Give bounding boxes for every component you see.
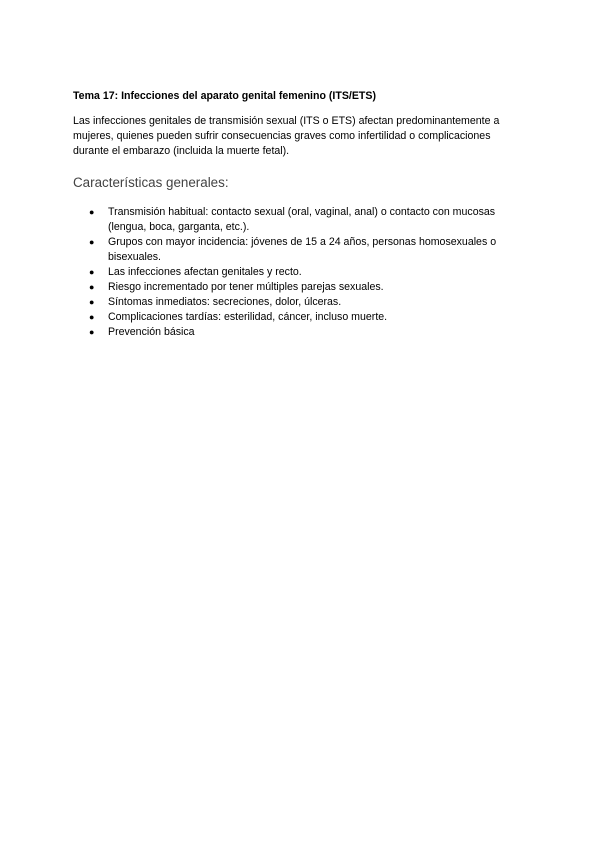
list-item-line: (lengua, boca, garganta, etc.). [108, 221, 250, 233]
intro-line: Las infecciones genitales de transmisión sexual (ITS o ETS) afectan predominantemente a [73, 115, 500, 127]
list-item-line: bisexuales. [108, 251, 161, 263]
bullet-icon: ● [89, 297, 95, 307]
list-item-line: Prevención básica [108, 326, 195, 338]
list-item [89, 325, 529, 340]
intro-line: mujeres, quienes pueden sufrir consecuencias graves como infertilidad o complicaciones [73, 130, 491, 142]
list-item [89, 205, 529, 235]
intro-paragraph [73, 114, 533, 159]
list-item [89, 265, 529, 280]
intro-line: durante el embarazo (incluida la muerte fetal). [73, 145, 290, 157]
list-item-line: Complicaciones tardías: esterilidad, cáncer, incluso muerte. [108, 311, 388, 323]
list-item [89, 310, 529, 325]
list-item [89, 280, 529, 295]
bullet-icon: ● [89, 312, 95, 322]
bullet-icon: ● [89, 327, 95, 337]
list-item [89, 235, 529, 265]
bullet-icon: ● [89, 267, 95, 277]
bullet-icon: ● [89, 207, 95, 217]
bullet-list [89, 205, 529, 340]
bullet-icon: ● [89, 237, 95, 247]
document-title: Tema 17: Infecciones del aparato genital femenino (ITS/ETS) [73, 90, 376, 102]
list-item-line: Las infecciones afectan genitales y recto. [108, 266, 302, 278]
list-item-line: Grupos con mayor incidencia: jóvenes de 15 a 24 años, personas homosexuales o [108, 236, 497, 248]
list-item-line: Riesgo incrementado por tener múltiples parejas sexuales. [108, 281, 384, 293]
bullet-icon: ● [89, 282, 95, 292]
section-heading: Características generales: [73, 175, 229, 190]
list-item-line: Transmisión habitual: contacto sexual (oral, vaginal, anal) o contacto con mucosas [108, 206, 496, 218]
list-item-line: Síntomas inmediatos: secreciones, dolor, úlceras. [108, 296, 342, 308]
list-item [89, 295, 529, 310]
